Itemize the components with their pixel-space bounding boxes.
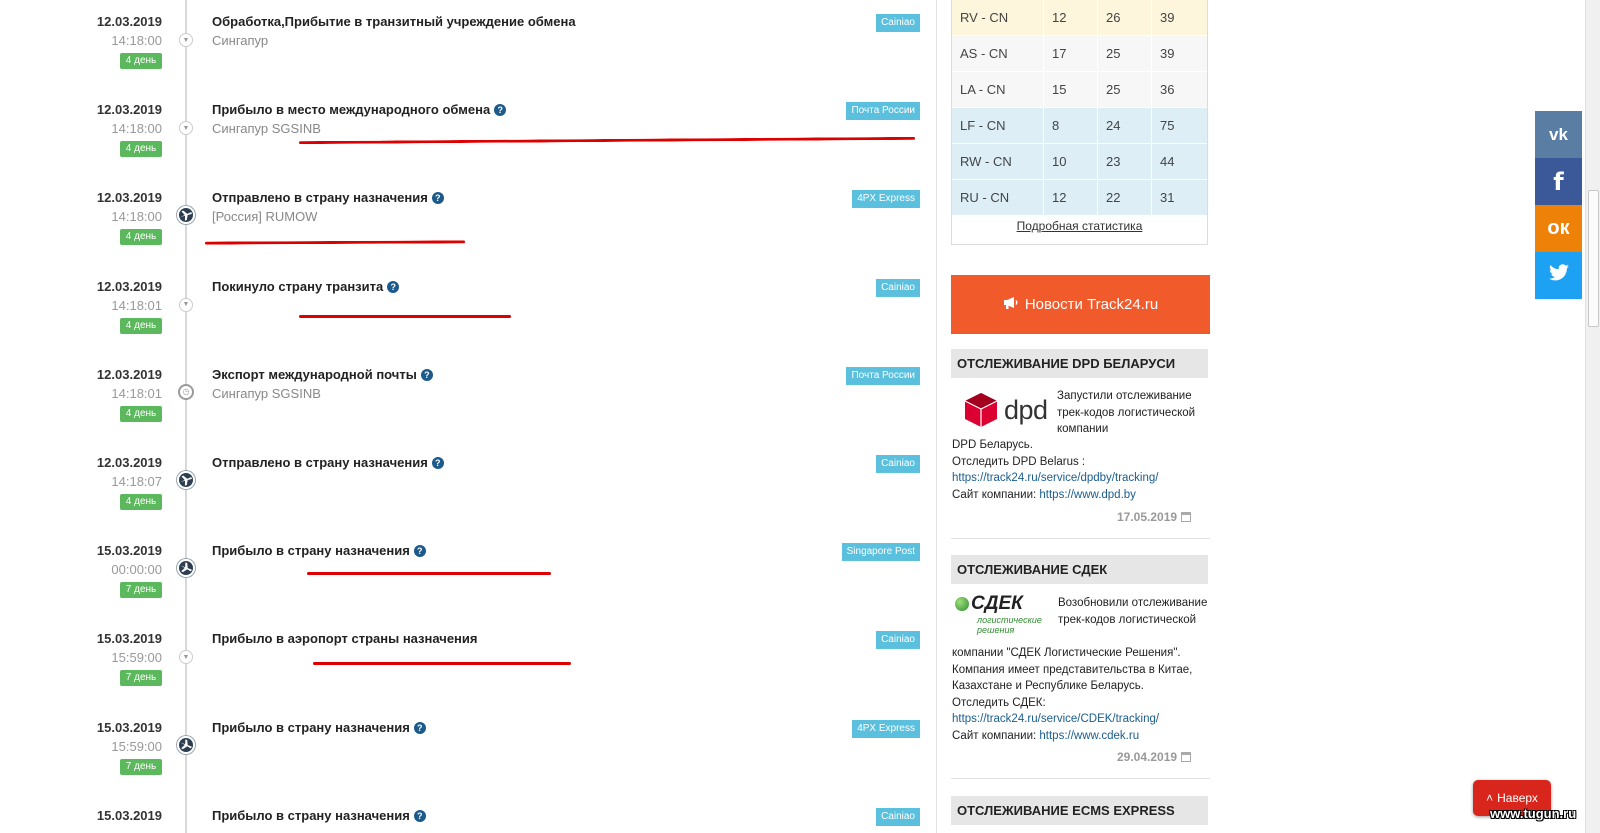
event-time: 14:18:01 <box>111 385 162 401</box>
stats-value: 22 <box>1098 180 1152 215</box>
red-underline <box>313 662 571 665</box>
event-day-badge: 4 день <box>120 53 162 69</box>
site-label: Сайт компании: <box>952 488 1040 501</box>
event-location: Сингапур SGSINB <box>212 121 321 137</box>
cdek-logo-subtitle: логистические решения <box>977 615 1042 635</box>
facebook-share-button[interactable] <box>1535 158 1582 205</box>
event-title-text: Прибыло в страну назначения <box>212 719 410 735</box>
stats-row <box>952 0 1207 36</box>
megaphone-icon <box>1003 296 1019 313</box>
event-title <box>212 720 426 735</box>
chevron-down-icon[interactable]: ▼ <box>179 650 193 664</box>
event-title <box>212 279 399 294</box>
news-heading-ecms: ОТСЛЕЖИВАНИЕ ECMS EXPRESS <box>951 796 1208 825</box>
stats-value: 15 <box>1044 72 1098 107</box>
stats-value: 25 <box>1098 72 1152 107</box>
cdek-tracking-link[interactable]: https://track24.ru/service/CDEK/tracking/ <box>952 713 1160 725</box>
stats-value: 31 <box>1160 190 1175 205</box>
event-location: Сингапур <box>212 33 269 48</box>
event-day-badge: 7 день <box>120 670 162 686</box>
help-icon[interactable]: ? <box>421 369 433 381</box>
event-time: 15:59:00 <box>111 738 162 754</box>
event-time: 00:00:00 <box>111 562 162 578</box>
event-day-badge: 7 день <box>120 582 162 598</box>
carrier-badge: 4PX Express <box>852 720 920 738</box>
event-time: 14:18:00 <box>111 209 162 225</box>
calendar-icon <box>1181 512 1191 522</box>
dpd-tracking-link[interactable]: https://track24.ru/service/dpdby/tracking/ <box>952 472 1159 484</box>
news-separator <box>951 778 1210 779</box>
calendar-icon <box>1181 752 1191 762</box>
carrier-badge: Cainiao <box>876 14 920 32</box>
stats-value: 75 <box>1160 118 1175 133</box>
stats-row <box>952 36 1207 72</box>
event-day-badge: 4 день <box>120 141 162 157</box>
event-title <box>212 14 576 29</box>
event-title-text: Прибыло в страну назначения <box>212 543 410 559</box>
event-time: 15:59:00 <box>111 650 162 666</box>
watermark: www.tugun.ru <box>1490 806 1577 821</box>
cdek-logo <box>955 593 1059 637</box>
stats-row <box>952 180 1207 216</box>
carrier-badge: Cainiao <box>876 808 920 826</box>
event-time: 14:18:01 <box>111 297 162 313</box>
event-date: 12.03.2019 <box>96 190 162 206</box>
odnoklassniki-icon: ок <box>1547 217 1570 239</box>
stats-value: 23 <box>1098 144 1152 179</box>
timeline-event <box>0 610 920 696</box>
event-day-badge: 7 день <box>120 759 162 775</box>
vk-icon: vk <box>1549 124 1568 144</box>
news-text-line: Отследить СДЕК: <box>952 696 1046 709</box>
plane-takeoff-icon <box>177 206 195 224</box>
event-day-badge: 4 день <box>120 494 162 510</box>
news-text-dpd-intro: Запустили отслеживание трек-кодов логистической компании <box>1057 390 1196 435</box>
facebook-icon: f <box>1553 167 1564 196</box>
event-day-badge: 4 день <box>120 229 162 245</box>
timeline-event <box>0 522 920 608</box>
event-title-text: Отправлено в страну назначения <box>212 455 428 470</box>
carrier-badge: Cainiao <box>876 455 920 473</box>
news-text-line: DPD Беларусь. <box>952 439 1033 451</box>
event-location: [Россия] RUMOW <box>212 209 318 225</box>
carrier-badge: Cainiao <box>876 279 920 297</box>
news-heading-dpd: ОТСЛЕЖИВАНИЕ DPD БЕЛАРУСИ <box>951 349 1208 378</box>
event-title <box>212 367 433 382</box>
timeline-event <box>0 258 920 344</box>
news-separator <box>951 538 1210 539</box>
plane-landing-icon <box>177 559 195 577</box>
news-date-text: 17.05.2019 <box>1117 510 1178 524</box>
event-time: 14:18:00 <box>111 121 162 137</box>
stats-route: LF - CN <box>952 108 1044 143</box>
stats-value: 39 <box>1160 10 1175 25</box>
timeline-event <box>0 699 920 785</box>
back-to-top-label: Наверх <box>1497 791 1538 805</box>
stats-value: 24 <box>1098 108 1152 143</box>
dpd-logo <box>964 391 1062 429</box>
event-location: Сингапур SGSINB <box>212 385 321 401</box>
stats-value: 26 <box>1098 0 1152 35</box>
column-divider <box>936 0 937 833</box>
twitter-icon <box>1548 264 1570 288</box>
timeline-event <box>0 0 920 79</box>
cdek-ball-icon <box>955 597 969 611</box>
scrollbar-thumb[interactable] <box>1588 190 1599 327</box>
event-date: 15.03.2019 <box>96 631 162 647</box>
stats-value: 25 <box>1098 36 1152 71</box>
stats-value: 12 <box>1044 0 1098 35</box>
twitter-share-button[interactable] <box>1535 252 1582 299</box>
event-date: 12.03.2019 <box>96 14 162 29</box>
news-date-cdek <box>1117 750 1191 764</box>
stats-route: AS - CN <box>952 36 1044 71</box>
help-icon[interactable]: ? <box>432 457 444 469</box>
news-text-cdek <box>952 645 1210 744</box>
event-date: 15.03.2019 <box>96 719 162 735</box>
stats-value: 36 <box>1160 82 1175 97</box>
stats-row <box>952 108 1207 144</box>
event-title-text: Прибыло в место международного обмена <box>212 102 491 118</box>
event-title <box>212 808 426 823</box>
help-icon[interactable]: ? <box>387 281 399 293</box>
vk-share-button[interactable] <box>1535 111 1582 158</box>
cdek-site-link[interactable]: https://www.cdek.ru <box>1039 729 1140 742</box>
carrier-badge: Почта России <box>846 367 920 385</box>
stats-route: LA - CN <box>952 72 1044 107</box>
event-date: 12.03.2019 <box>96 455 162 470</box>
timeline-event <box>0 787 920 833</box>
help-icon[interactable]: ? <box>414 810 426 822</box>
stats-value: 44 <box>1160 154 1175 169</box>
event-title <box>212 102 506 117</box>
dpd-site-link[interactable]: https://www.dpd.by <box>1039 488 1136 501</box>
dpd-logo-text: dpd <box>1004 394 1048 425</box>
event-title-text: Покинуло страну транзита <box>212 278 384 294</box>
carrier-badge: 4PX Express <box>852 190 920 208</box>
plane-landing-icon <box>177 736 195 754</box>
red-underline <box>299 315 511 318</box>
chevron-down-icon[interactable]: ▼ <box>179 33 193 47</box>
red-underline <box>307 572 551 575</box>
event-title-text: Экспорт международной почты <box>212 366 417 382</box>
help-icon[interactable]: ? <box>432 192 444 204</box>
event-title <box>212 631 477 646</box>
event-title-text: Обработка,Прибытие в транзитный учреждение обмена <box>212 14 576 29</box>
news-text-line: компании "СДЕК Логистические Решения". Компания имеет представительства в Китае, Казахстане и Республике Беларусь. <box>952 647 1193 692</box>
chevron-down-icon[interactable]: ▼ <box>179 121 193 135</box>
timeline-event <box>0 434 920 520</box>
event-date: 12.03.2019 <box>96 366 162 382</box>
timeline-event <box>0 346 920 432</box>
stats-value: 8 <box>1044 108 1098 143</box>
event-title <box>212 190 444 205</box>
stats-value: 39 <box>1160 46 1175 61</box>
event-date: 12.03.2019 <box>96 278 162 294</box>
news-date-dpd <box>1117 510 1191 524</box>
news-heading-cdek: ОТСЛЕЖИВАНИЕ СДЕК <box>951 555 1208 584</box>
cdek-logo-text: СДЕК <box>971 593 1023 614</box>
news-button[interactable] <box>951 275 1210 334</box>
stats-route: RW - CN <box>952 144 1044 179</box>
dpd-cube-icon <box>964 392 998 428</box>
stats-route: RU - CN <box>952 180 1044 215</box>
event-time: 14:18:00 <box>111 33 162 48</box>
help-icon[interactable]: ? <box>494 104 506 116</box>
chevron-down-icon[interactable]: ▼ <box>179 298 193 312</box>
timeline-event <box>0 81 920 167</box>
odnoklassniki-share-button[interactable] <box>1535 205 1582 252</box>
scrollbar[interactable] <box>1585 0 1600 833</box>
event-title <box>212 455 444 470</box>
event-day-badge: 4 день <box>120 318 162 334</box>
site-label: Сайт компании: <box>952 729 1040 742</box>
news-text-line: Отследить DPD Belarus : <box>952 455 1086 468</box>
clock-icon: ◷ <box>178 384 194 400</box>
news-text-dpd <box>952 437 1210 503</box>
stats-row <box>952 144 1207 180</box>
event-date: 12.03.2019 <box>96 102 162 118</box>
event-date: 15.03.2019 <box>96 807 162 823</box>
chevron-up-icon: ˄ <box>1486 791 1494 805</box>
stats-row <box>952 72 1207 108</box>
help-icon[interactable]: ? <box>414 722 426 734</box>
event-title-text: Отправлено в страну назначения <box>212 190 428 206</box>
event-day-badge: 4 день <box>120 406 162 422</box>
news-button-label: Новости Track24.ru <box>1024 296 1159 313</box>
news-text-cdek-intro: Возобновили отслеживание трек-кодов логистической <box>1058 597 1208 626</box>
carrier-badge: Cainiao <box>876 631 920 649</box>
event-title-text: Прибыло в страну назначения <box>212 807 410 823</box>
plane-takeoff-icon <box>177 471 195 489</box>
event-date: 15.03.2019 <box>96 543 162 559</box>
help-icon[interactable]: ? <box>414 545 426 557</box>
carrier-badge: Почта России <box>846 102 920 120</box>
event-title-text: Прибыло в аэропорт страны назначения <box>212 631 478 647</box>
event-title <box>212 543 426 558</box>
carrier-badge: Singapore Post <box>842 543 920 561</box>
stats-route: RV - CN <box>952 0 1044 35</box>
stats-value: 12 <box>1044 180 1098 215</box>
delivery-stats-table <box>951 0 1208 245</box>
stats-value: 17 <box>1044 36 1098 71</box>
news-date-text: 29.04.2019 <box>1117 750 1178 764</box>
stats-value: 10 <box>1044 144 1098 179</box>
detailed-stats-link[interactable]: Подробная статистика <box>1016 219 1143 233</box>
event-time: 14:18:07 <box>111 474 162 489</box>
